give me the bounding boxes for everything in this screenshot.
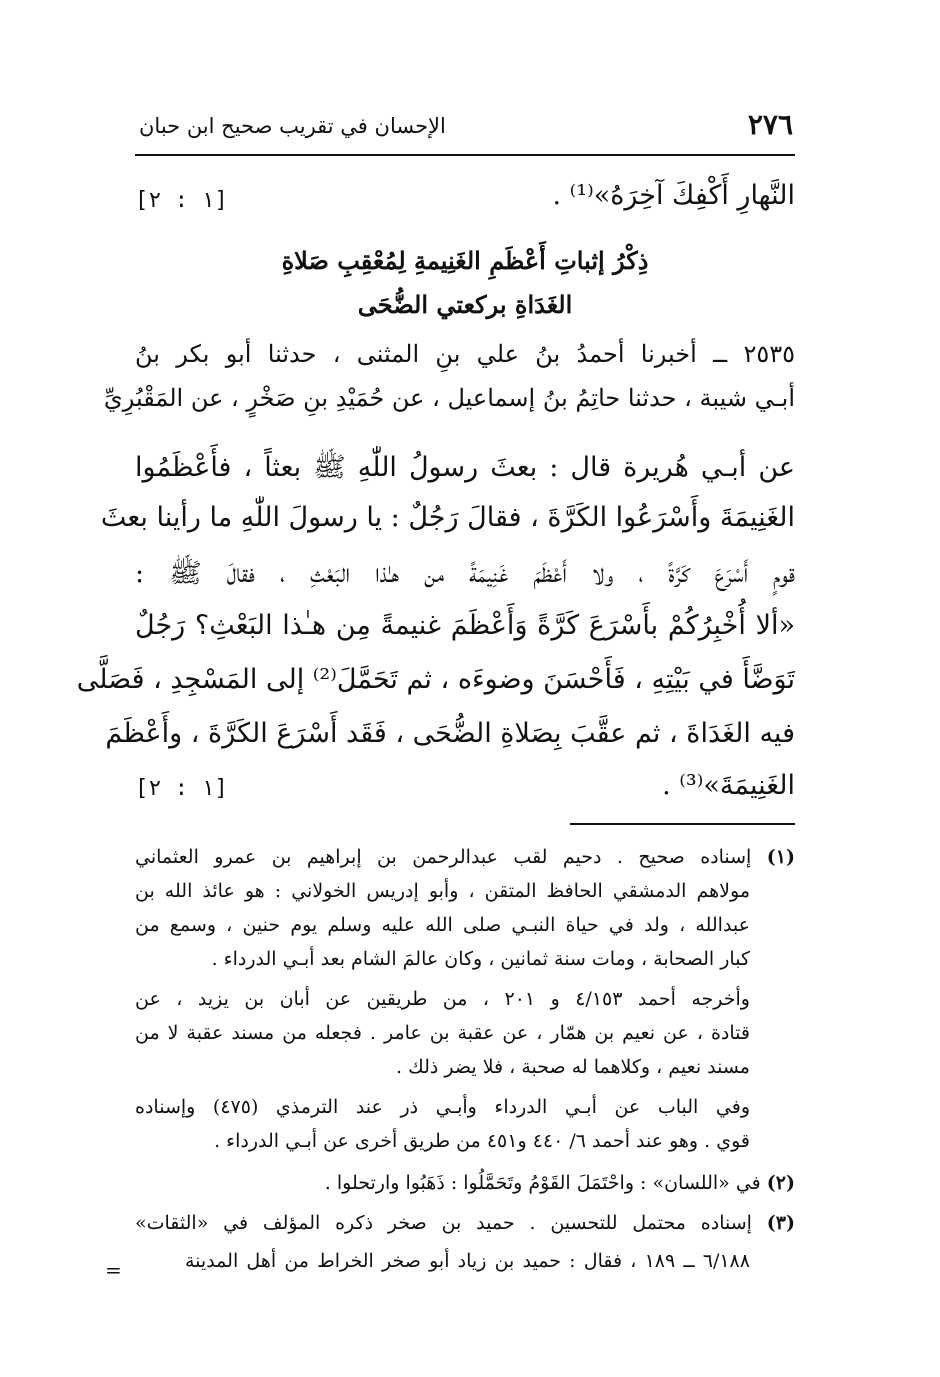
previous-hadith-reference: [١ : ٢] xyxy=(135,188,228,213)
footnote-1-line-2: مولاهم الدمشقي الحافظ المتقن ، وأبو إدريس الخولاني : هو عائذ الله بن xyxy=(135,880,750,902)
footnote-2 xyxy=(135,1172,795,1194)
continuation-mark: = xyxy=(105,1258,122,1282)
footnote-number: (٢) xyxy=(766,1172,795,1194)
header-rule xyxy=(135,154,795,156)
page-number: ٢٧٦ xyxy=(747,108,793,141)
hadith-text-line-6: فيه الغَدَاةَ ، ثم عقَّبَ بِصَلاةِ الضُّحَى ، فَقَد أَسْرَعَ الكَرَّةَ ، وأَعْظَمَ xyxy=(105,718,795,749)
footnote-number: (٣) xyxy=(766,1212,795,1234)
footnote-1-line-7: مسند نعيم ، وكلاهما له صحبة ، فلا يضر ذلك . xyxy=(396,1056,750,1078)
hadith-text-line-4: «ألا أُخْبِرُكُمْ بأَسْرَعَ كَرَّةً وَأَعْظَمَ غنيمةً مِن هـٰذا البَعْثِ؟ رَجُلٌ xyxy=(135,610,795,641)
hadith-text-line-2: الغَنِيمَةَ وأَسْرَعُوا الكَرَّةَ ، فقالَ رَجُلٌ : يا رسولَ اللّٰهِ ما رأينا بعثَ xyxy=(100,502,795,533)
footnote-1-line-1 xyxy=(135,846,795,868)
chapter-title-line-2: الغَدَاةِ بركعتي الضُّحَى xyxy=(357,290,573,319)
hadith-text-line-3: قومٍ أَسْرَعَ كَرَّةً ، ولا أَعْظَمَ غَنِيمَةً من هـٰذا البَعْثِ ، فقالَ ﷺ : xyxy=(135,558,795,589)
footnote-text: إسناده محتمل للتحسين . حميد بن صخر ذكره المؤلف في «الثقات» xyxy=(135,1212,752,1234)
footnote-1-line-6: قتادة ، عن نعيم بن همّار ، عن عقبة بن عامر . فجعله من مسند عقبة لا من xyxy=(135,1022,750,1044)
hadith-text-line-1: عن أبـي هُريرة قال : بعثَ رسولُ اللّٰهِ ﷺ بعثاً ، فأَعْظَمُوا xyxy=(135,452,795,483)
previous-hadith-end: النَّهارِ أَكْفِكَ آخِرَهُ»⁽¹⁾ . xyxy=(552,180,795,211)
page-header xyxy=(135,108,795,152)
footnote-separator xyxy=(570,823,795,825)
footnote-1-line-8: وفي الباب عن أبـي الدرداء وأبـي ذر عند الترمذي (٤٧٥) وإسناده xyxy=(135,1096,750,1118)
footnote-text: في «اللسان» : واحْتَمَلَ القَوْمُ وتَحَمَّلُوا : ذَهَبُوا وارتحلوا . xyxy=(324,1172,761,1194)
hadith-reference: [١ : ٢] xyxy=(135,776,228,801)
footnote-text: إسناده صحيح . دحيم لقب عبدالرحمن بن إبراهيم بن عمرو العثماني xyxy=(135,846,752,868)
footnote-3-line-1 xyxy=(135,1212,795,1234)
hadith-text-line-5: تَوَضَّأَ في بَيْتِهِ ، فَأَحْسَنَ وضوءَه ، ثم تَحَمَّلَ⁽²⁾ إلى المَسْجِدِ ، فَصَلَّى xyxy=(76,664,795,695)
footnote-1-line-5: وأخرجه أحمد ٤/١٥٣ و ٢٠١ ، من طريقين عن أبان بن يزيد ، عن xyxy=(135,988,750,1010)
footnote-1-line-4: كبار الصحابة ، ومات سنة ثمانين ، وكان عالمَ الشام بعد أبـي الدرداء . xyxy=(211,948,750,970)
footnote-number: (١) xyxy=(766,846,795,868)
running-title: الإحسان في تقريب صحيح ابن حبان xyxy=(139,114,446,138)
hadith-text-line-7: الغَنِيمَةَ»⁽³⁾ . xyxy=(662,770,795,801)
footnote-1-line-9: قوي . وهو عند أحمد ٦/ ٤٤٠ و٤٥١ من طريق أخرى عن أبـي الدرداء . xyxy=(214,1130,750,1152)
hadith-chain-line-2: أبـي شيبة ، حدثنا حاتِمُ بنُ إسماعيل ، عن حُمَيْدِ بنِ صَخْرٍ ، عن المَقْبُرِيِّ xyxy=(103,384,795,412)
footnote-3-line-2: ٦/١٨٨ ــ ١٨٩ ، فقال : حميد بن زياد أبو صخر الخراط من أهل المدينة xyxy=(185,1250,750,1272)
hadith-chain-line-1: ٢٥٣٥ ــ أخبرنا أحمدُ بنُ علي بنِ المثنى ، حدثنا أبو بكر بنُ xyxy=(135,340,795,368)
chapter-title-line-1: ذِكْرُ إثباتِ أَعْظَمِ الغَنِيمةِ لِمُعْقِبِ صَلاةِ xyxy=(281,246,649,275)
footnote-1-line-3: عبدالله ، ولد في حياة النبـي صلى الله عليه وسلم يوم حنين ، وسمع من xyxy=(135,914,750,936)
